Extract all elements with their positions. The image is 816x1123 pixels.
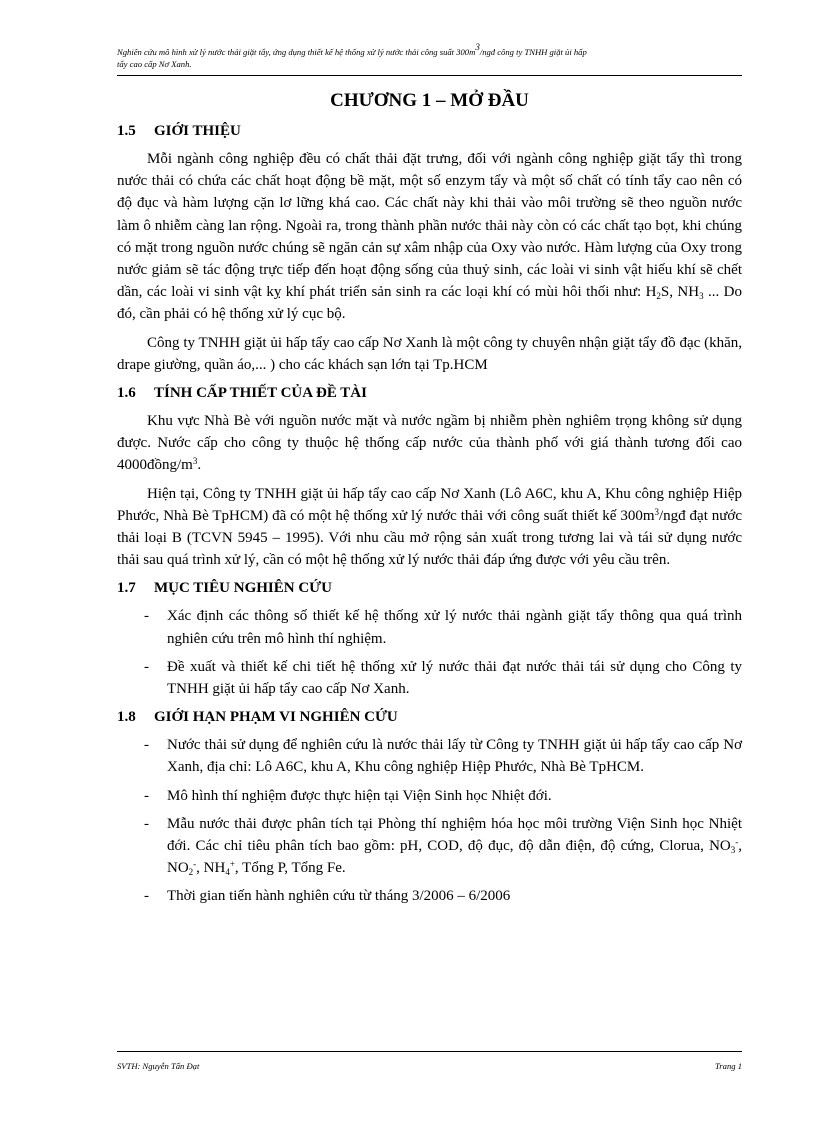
list-item: - Mô hình thí nghiệm được thực hiện tại Viện Sinh học Nhiệt đới. xyxy=(117,785,742,807)
dash-bullet: - xyxy=(144,888,149,905)
section-title: GIỚI THIỆU xyxy=(154,123,241,139)
objectives-list xyxy=(117,605,742,700)
section-number: 1.8 xyxy=(117,709,136,726)
page-number: Trang 1 xyxy=(715,1061,742,1071)
section-number: 1.5 xyxy=(117,123,136,139)
running-footer xyxy=(117,1061,742,1071)
section-heading-urgency xyxy=(117,382,742,404)
section-heading-scope xyxy=(117,706,742,728)
section-number: 1.7 xyxy=(117,580,136,597)
dash-bullet: - xyxy=(144,608,149,625)
section-title: GIỚI HẠN PHẠM VI NGHIÊN CỨU xyxy=(154,709,398,726)
section-heading-objectives xyxy=(117,577,742,599)
dash-bullet: - xyxy=(144,815,149,832)
chapter-title: CHƯƠNG 1 – MỞ ĐẦU xyxy=(330,90,529,111)
list-item: - Xác định các thông số thiết kế hệ thống xử lý nước thải ngành giặt tẩy thông qua quá trình nghiên cứu trên mô hình thí nghiệm. xyxy=(117,605,742,649)
list-item: - Thời gian tiến hành nghiên cứu từ tháng 3/2006 – 6/2006 xyxy=(117,885,742,907)
paragraph: Công ty TNHH giặt ủi hấp tẩy cao cấp Nơ Xanh là một công ty chuyên nhận giặt tẩy đồ đạc (khăn, drape giường, quần áo,... ) cho các khách sạn lớn tại Tp.HCM xyxy=(117,334,742,373)
section-heading-intro xyxy=(117,120,742,142)
paragraph: Hiện tại, Công ty TNHH giặt ủi hấp tẩy cao cấp Nơ Xanh (Lô A6C, khu A, Khu công nghiệp Hiệp Phước, Nhà Bè TpHCM) đã có một hệ thống xử lý nước thải với công suất thiết kế $300m^3$/ngđ đạt nước thải loại B (TCVN 5945 – 1995). Với nhu cầu mở rộng sản xuất trong tương lai và tái sử dụng nước thải sau quá trình xử lý, cần có một hệ thống xử lý nước thải đáp ứng được với yêu cầu trên. xyxy=(117,485,742,569)
paragraph: Mỗi ngành công nghiệp đều có chất thải đặt trưng, đối với ngành công nghiệp giặt tẩy thì trong nước thải có chứa các chất hoạt động bề mặt, một số enzym tẩy và một số chất có tính tẩy cao nên có độ đục và hàm lượng cặn lơ lững khá cao. Các chất này khi thải vào môi trường sẽ theo nguồn nước làm ô nhiễm càng lan rộng. Ngoài ra, trong thành phần nước thải này còn có các chất tạo bọt, khi chúng có mặt trong nguồn nước chúng sẽ ngăn cản sự xâm nhập của Oxy vào nước. Hàm lượng của Oxy trong nước giảm sẽ tác động trực tiếp đến hoạt động sống của thuỷ sinh, các loài vi sinh vật hiếu khí sẽ chết dần, các loài vi sinh vật kỵ khí phát triển sản sinh ra các loại khí có mùi hôi thối như: $H_2S$, $NH_3$ ... Do đó, cần phải có hệ thống xử lý cục bộ. xyxy=(117,151,742,323)
list-item: - Đề xuất và thiết kế chi tiết hệ thống xử lý nước thải đạt nước thải tái sử dụng cho Công ty TNHH giặt ủi hấp tẩy cao cấp Nơ Xanh. xyxy=(117,656,742,700)
section-title: MỤC TIÊU NGHIÊN CỨU xyxy=(154,580,332,597)
paragraph: Khu vực Nhà Bè với nguồn nước mặt và nước ngầm bị nhiễm phèn nghiêm trọng không sử dụng được. Nước cấp cho công ty thuộc hệ thống cấp nước của thành phố với giá thành tương đối cao $4000đồng/m^3$. xyxy=(117,413,742,474)
author-label: SVTH: Nguyễn Tấn Đạt xyxy=(117,1061,200,1071)
list-item: - Nước thải sử dụng để nghiên cứu là nước thải lấy từ Công ty TNHH giặt ủi hấp tẩy cao cấp Nơ Xanh, địa chỉ: Lô A6C, khu A, Khu công nghiệp Hiệp Phước, Nhà Bè TpHCM. xyxy=(117,734,742,778)
header-divider xyxy=(117,75,742,76)
dash-bullet: - xyxy=(144,787,149,804)
dash-bullet: - xyxy=(144,737,149,754)
footer-divider xyxy=(117,1051,742,1052)
list-item: - Mẫu nước thải được phân tích tại Phòng thí nghiệm hóa học môi trường Viện Sinh học Nhiệt đới. Các chỉ tiêu phân tích bao gồm: pH, COD, độ đục, độ dẫn điện, độ cứng, Clorua, $NO_3^-$, $NO_2^-$, $NH_4^+$, Tổng P, Tổng Fe. xyxy=(117,813,742,880)
page-body xyxy=(117,90,742,914)
section-title: TÍNH CẤP THIẾT CỦA ĐỀ TÀI xyxy=(154,385,367,402)
scope-list xyxy=(117,734,742,907)
running-header: Nghiên cứu mô hình xử lý nước thải giặt tẩy, ứng dụng thiết kế hệ thống xử lý nước thải công suất $300m^3$/ngđ công ty TNHH giặt ủi hấp tẩy cao cấp Nơ Xanh. xyxy=(117,42,587,69)
dash-bullet: - xyxy=(144,658,149,675)
section-number: 1.6 xyxy=(117,385,136,402)
